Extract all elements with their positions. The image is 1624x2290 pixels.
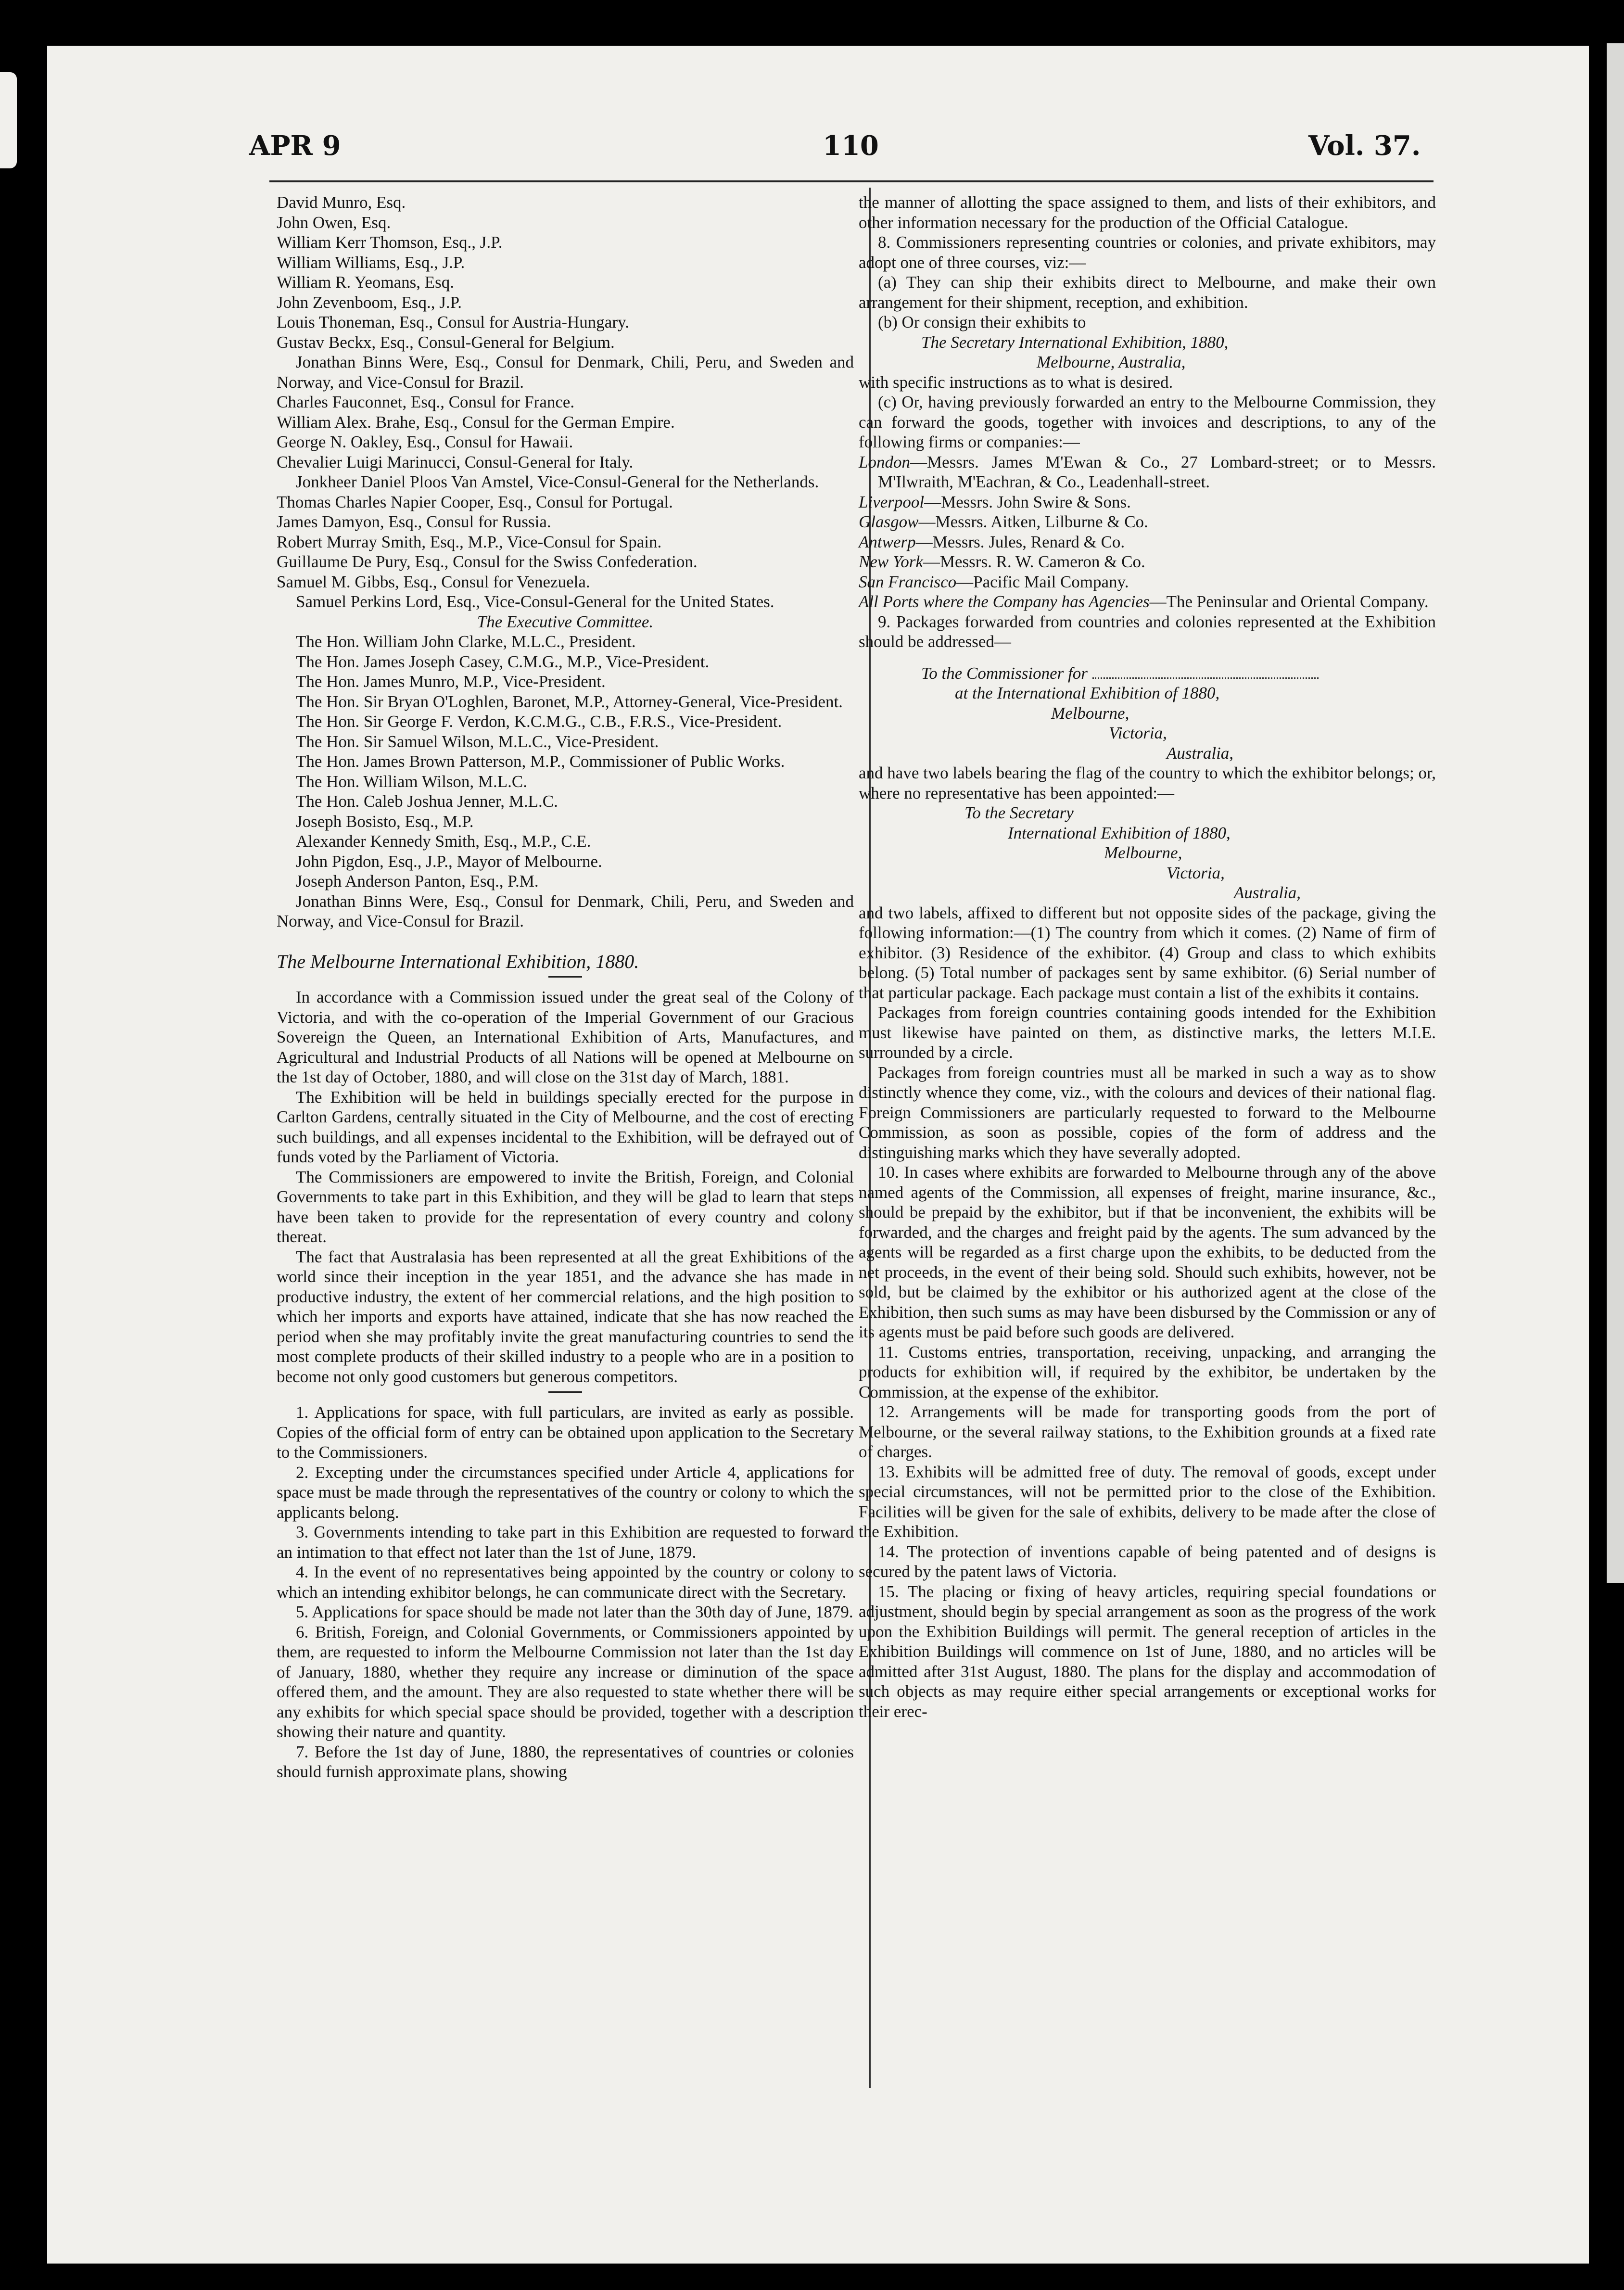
rule-paragraph: 4. In the event of no representatives being appointed by the country or colony to which an intending exhibitor belongs, he can communicate direct with the Secretary.: [277, 1563, 854, 1602]
address-line: Melbourne,: [1051, 703, 1129, 723]
committee-entry: Alexander Kennedy Smith, Esq., M.P., C.E.: [296, 832, 591, 851]
commissioner-entry: Jonkheer Daniel Ploos Van Amstel, Vice-Consul-General for the Netherlands.: [296, 472, 819, 491]
agent-firm: The Peninsular and Oriental Company.: [1166, 592, 1429, 611]
address-note: with specific instructions as to what is desired.: [859, 372, 1173, 392]
commissioner-entry: David Munro, Esq.: [277, 193, 406, 212]
agent-place: Liverpool: [859, 492, 925, 511]
commissioner-entry: William R. Yeomans, Esq.: [277, 273, 455, 292]
intro-paragraph: The fact that Australasia has been represented at all the great Exhibitions of the world since their inception in the year 1851, and the advance she has made in productive industry, the extent of her commercial relations, and the high position to which her imports and exports have attained, indicate that she has now reached the period when she may profitably invite the great manufacturing countries to send the most complete products of their skilled industry to a people who are in a position to become not only good customers but generous competitors.: [277, 1247, 854, 1386]
commissioner-entry: William Williams, Esq., J.P.: [277, 253, 465, 272]
committee-entry: The Hon. William Wilson, M.L.C.: [296, 772, 528, 791]
left-column: [277, 192, 854, 1782]
commissioner-entry: John Zevenboom, Esq., J.P.: [277, 293, 462, 312]
page-number: 110: [823, 130, 879, 162]
agent-firm: Messrs. James M'Ewan & Co., 27 Lombard-street; or to Messrs. M'Ilwraith, M'Eachran, & Co., Leadenhall-street.: [878, 452, 1436, 491]
rule-paragraph: 2. Excepting under the circumstances specified under Article 4, applications for space must be made through the representatives of the country or colony to which the applicants belong.: [277, 1463, 854, 1522]
rule-paragraph: 8. Commissioners representing countries or colonies, and private exhibitors, may adopt one of three courses, viz:—: [859, 233, 1436, 272]
agent-entry: Liverpool—Messrs. John Swire & Sons.: [859, 492, 1131, 511]
rule-paragraph: Packages from foreign countries must all be marked in such a way as to show distinctly whence they come, viz., with the colours and devices of their national flag. Foreign Commissioners are particularly requested to forward to the Melbourne Commission, as soon as possible, copies of the form of address and the distinguishing marks which they have severally adopted.: [859, 1063, 1436, 1162]
commissioner-entry: Chevalier Luigi Marinucci, Consul-General for Italy.: [277, 452, 634, 471]
rule-paragraph: 3. Governments intending to take part in this Exhibition are requested to forward an intimation to that effect not later than the 1st of June, 1879.: [277, 1523, 854, 1562]
rule-paragraph: 9. Packages forwarded from countries and colonies represented at the Exhibition should be addressed—: [859, 612, 1436, 651]
rule-paragraph: 1. Applications for space, with full particulars, are invited as early as possible. Copies of the official form of entry can be obtained upon application to the Secretary to the Commissioners.: [277, 1403, 854, 1462]
commissioner-entry: Samuel Perkins Lord, Esq., Vice-Consul-General for the United States.: [296, 592, 774, 611]
rule-subclause: (b) Or consign their exhibits to: [878, 313, 1086, 331]
address-line-text: To the Commissioner for: [921, 663, 1088, 683]
rule-subclause: (c) Or, having previously forwarded an entry to the Melbourne Commission, they can forward the goods, together with invoices and descriptions, to any of the following firms or companies:—: [859, 393, 1436, 451]
commissioner-entry: Gustav Beckx, Esq., Consul-General for Belgium.: [277, 332, 615, 352]
right-column: [859, 192, 1436, 1721]
committee-entry: The Hon. James Munro, M.P., Vice-President.: [296, 672, 606, 691]
header-rule: [269, 180, 1434, 182]
agent-firm: Messrs. R. W. Cameron & Co.: [939, 552, 1145, 571]
commissioner-entry: William Alex. Brahe, Esq., Consul for the German Empire.: [277, 412, 675, 432]
agent-entry: Glasgow—Messrs. Aitken, Lilburne & Co.: [859, 512, 1148, 531]
blank-fill-line: [1092, 677, 1319, 679]
address-line: Australia,: [1167, 743, 1234, 763]
address-line: Melbourne,: [1104, 843, 1182, 862]
rule-paragraph: 5. Applications for space should be made not later than the 30th day of June, 1879.: [296, 1603, 853, 1621]
agent-place: London: [859, 452, 910, 471]
rule-paragraph: and have two labels bearing the flag of the country to which the exhibitor belongs; or, where no representative has been appointed:—: [859, 763, 1436, 802]
committee-heading: The Executive Committee.: [477, 612, 654, 631]
commissioner-entry: Jonathan Binns Were, Esq., Consul for Denmark, Chili, Peru, and Sweden and Norway, and Vice-Consul for Brazil.: [277, 353, 854, 392]
agent-place: All Ports where the Company has Agencies: [859, 592, 1150, 611]
address-line: at the International Exhibition of 1880,: [955, 684, 1220, 702]
rule-paragraph: and two labels, affixed to different but not opposite sides of the package, giving the following information:—(1) The country from which it comes. (2) Name of firm of exhibitor. (3) Residence of the exhibitor. (4) Group and class to which exhibits belong. (5) Total number of packages sent by same exhibitor. (6) Serial number of that particular package. Each package must contain a list of the exhibits it contains.: [859, 903, 1436, 1002]
rule-paragraph: 15. The placing or fixing of heavy articles, requiring special foundations or adjustment, should begin by special arrangement as soon as the progress of the work upon the Exhibition Buildings will permit. The general reception of articles in the Exhibition Buildings will commence on 1st of June, 1880, and no articles will be admitted after 31st August, 1880. The plans for the display and accommodation of such objects as may require either special arrangements or exceptional works for their erec-: [859, 1582, 1436, 1721]
intro-paragraph: The Commissioners are empowered to invite the British, Foreign, and Colonial Governments to take part in this Exhibition, and they will be glad to learn that steps have been taken to provide for the representation of every country and colony thereat.: [277, 1167, 854, 1246]
agent-firm: Pacific Mail Company.: [973, 572, 1129, 591]
agent-entry: San Francisco—Pacific Mail Company.: [859, 572, 1129, 591]
rule-paragraph: 13. Exhibits will be admitted free of duty. The removal of goods, except under special circumstances, will not be permitted prior to the close of the Exhibition. Facilities will be given for the sale of exhibits, delivery to be made after the close of the Exhibition.: [859, 1462, 1436, 1541]
commissioner-entry: Thomas Charles Napier Cooper, Esq., Consul for Portugal.: [277, 492, 673, 511]
rule-subclause: (a) They can ship their exhibits direct to Melbourne, and make their own arrangement for their shipment, reception, and exhibition.: [859, 273, 1436, 312]
agent-place: Antwerp: [859, 532, 916, 551]
agent-entry: All Ports where the Company has Agencies—The Peninsular and Oriental Company.: [859, 592, 1429, 611]
committee-entry: The Hon. Sir Samuel Wilson, M.L.C., Vice-President.: [296, 732, 659, 751]
intro-paragraph: In accordance with a Commission issued under the great seal of the Colony of Victoria, and with the co-operation of the Imperial Government of our Gracious Sovereign the Queen, an International Exhibition of Arts, Manufactures, and Agricultural and Industrial Products of all Nations will be opened at Melbourne on the 1st day of October, 1880, and will close on the 31st day of March, 1881.: [277, 988, 854, 1086]
agent-entry: London—Messrs. James M'Ewan & Co., 27 Lombard-street; or to Messrs. M'Ilwraith, M'Eachran, & Co., Leadenhall-street.: [859, 452, 1436, 491]
agent-place: Glasgow: [859, 512, 919, 531]
page-edge-tab: [0, 72, 17, 168]
rule-paragraph: 6. British, Foreign, and Colonial Governments, or Commissioners appointed by them, are requested to inform the Melbourne Commission not later than the 1st day of January, 1880, whether they require any increase or diminution of the space offered them, and the amount. They are also requested to state whether there will be any exhibits for which special space should be provided, together with a description showing their nature and quantity.: [277, 1622, 854, 1741]
committee-entry: Joseph Bosisto, Esq., M.P.: [296, 812, 474, 831]
rule-paragraph: 11. Customs entries, transportation, receiving, unpacking, and arranging the products for exhibition will, if required by the exhibitor, be undertaken by the Commission, at the expense of the exhibitor.: [859, 1342, 1436, 1401]
rule-paragraph: 7. Before the 1st day of June, 1880, the representatives of countries or colonies should furnish approximate plans, showing: [277, 1742, 854, 1781]
volume-label: Vol. 37.: [1308, 130, 1421, 162]
agent-firm: Messrs. John Swire & Sons.: [941, 492, 1131, 511]
committee-entry: Jonathan Binns Were, Esq., Consul for Denmark, Chili, Peru, and Sweden and Norway, and Vice-Consul for Brazil.: [277, 891, 854, 930]
commissioner-entry: William Kerr Thomson, Esq., J.P.: [277, 233, 503, 252]
commissioner-entry: Robert Murray Smith, Esq., M.P., Vice-Consul for Spain.: [277, 532, 662, 551]
agent-entry: Antwerp—Messrs. Jules, Renard & Co.: [859, 532, 1125, 551]
rule-paragraph: 14. The protection of inventions capable of being patented and of designs is secured by the patent laws of Victoria.: [859, 1542, 1436, 1581]
header-date: APR 9: [249, 130, 341, 162]
committee-entry: The Hon. James Joseph Casey, C.M.G., M.P., Vice-President.: [296, 652, 710, 671]
commissioner-entry: Guillaume De Pury, Esq., Consul for the Swiss Confederation.: [277, 552, 698, 571]
committee-entry: The Hon. Caleb Joshua Jenner, M.L.C.: [296, 792, 558, 811]
committee-entry: The Hon. Sir Bryan O'Loghlen, Baronet, M.P., Attorney-General, Vice-President.: [296, 692, 843, 711]
continuation-text: the manner of allotting the space assigned to them, and lists of their exhibitors, and other information necessary for the production of the Official Catalogue.: [859, 193, 1436, 232]
intro-paragraph: The Exhibition will be held in buildings specially erected for the purpose in Carlton Gardens, centrally situated in the City of Melbourne, and the cost of erecting such buildings, and all expenses incidental to the Exhibition, will be defrayed out of funds voted by the Parliament of Victoria.: [277, 1087, 854, 1166]
agent-firm: Messrs. Aitken, Lilburne & Co.: [935, 512, 1148, 531]
commissioner-entry: George N. Oakley, Esq., Consul for Hawaii.: [277, 433, 573, 451]
agent-place: San Francisco: [859, 572, 957, 591]
address-line: Melbourne, Australia,: [1037, 353, 1186, 371]
section-rule: [548, 976, 582, 978]
section-title: The Melbourne International Exhibition, 1880.: [277, 950, 639, 972]
commissioner-entry: James Damyon, Esq., Consul for Russia.: [277, 512, 551, 531]
commissioner-entry: Charles Fauconnet, Esq., Consul for France.: [277, 393, 575, 411]
address-line: Australia,: [1234, 883, 1301, 902]
rules-divider: [548, 1391, 582, 1393]
agent-firm: Messrs. Jules, Renard & Co.: [932, 532, 1125, 551]
scan-margin: [1607, 43, 1624, 1583]
rule-paragraph: 12. Arrangements will be made for transporting goods from the port of Melbourne, or the several railway stations, to the Exhibition grounds at a fixed rate of charges.: [859, 1402, 1436, 1461]
commissioner-entry: John Owen, Esq.: [277, 213, 391, 232]
agent-entry: New York—Messrs. R. W. Cameron & Co.: [859, 552, 1145, 571]
committee-entry: The Hon. Sir George F. Verdon, K.C.M.G., C.B., F.R.S., Vice-President.: [296, 712, 782, 731]
rule-paragraph: Packages from foreign countries containing goods intended for the Exhibition must likewise have painted on them, as distinctive marks, the letters M.I.E. surrounded by a circle.: [859, 1003, 1436, 1062]
committee-entry: The Hon. James Brown Patterson, M.P., Commissioner of Public Works.: [296, 752, 785, 771]
address-line: Victoria,: [1109, 724, 1167, 742]
address-line: [859, 663, 1436, 684]
committee-entry: John Pigdon, Esq., J.P., Mayor of Melbourne.: [296, 852, 602, 871]
rule-paragraph: 10. In cases where exhibits are forwarded to Melbourne through any of the above named agents of the Commission, all expenses of freight, marine insurance, &c., should be prepaid by the exhibitor, but if that be inconvenient, the exhibits will be forwarded, and the charges and freight paid by the agents. The sum advanced by the agents will be regarded as a first charge upon the exhibits, to be deducted from the net proceeds, in the event of their being sold. Should such exhibits, however, not be sold, but be claimed by the exhibitor or his authorized agent at the close of the Exhibition, then such sums as may have been disbursed by the Commission or any of its agents must be paid before such goods are delivered.: [859, 1163, 1436, 1341]
commissioner-entry: Samuel M. Gibbs, Esq., Consul for Venezuela.: [277, 572, 590, 591]
address-line: To the Secretary: [964, 803, 1074, 822]
address-line: Victoria,: [1167, 863, 1225, 882]
committee-entry: The Hon. William John Clarke, M.L.C., President.: [296, 632, 636, 651]
agent-place: New York: [859, 552, 923, 571]
address-line: International Exhibition of 1880,: [1008, 823, 1231, 842]
committee-entry: Joseph Anderson Panton, Esq., P.M.: [296, 872, 539, 891]
commissioner-entry: Louis Thoneman, Esq., Consul for Austria-Hungary.: [277, 313, 629, 331]
address-line: The Secretary International Exhibition, 1880,: [921, 332, 1229, 352]
